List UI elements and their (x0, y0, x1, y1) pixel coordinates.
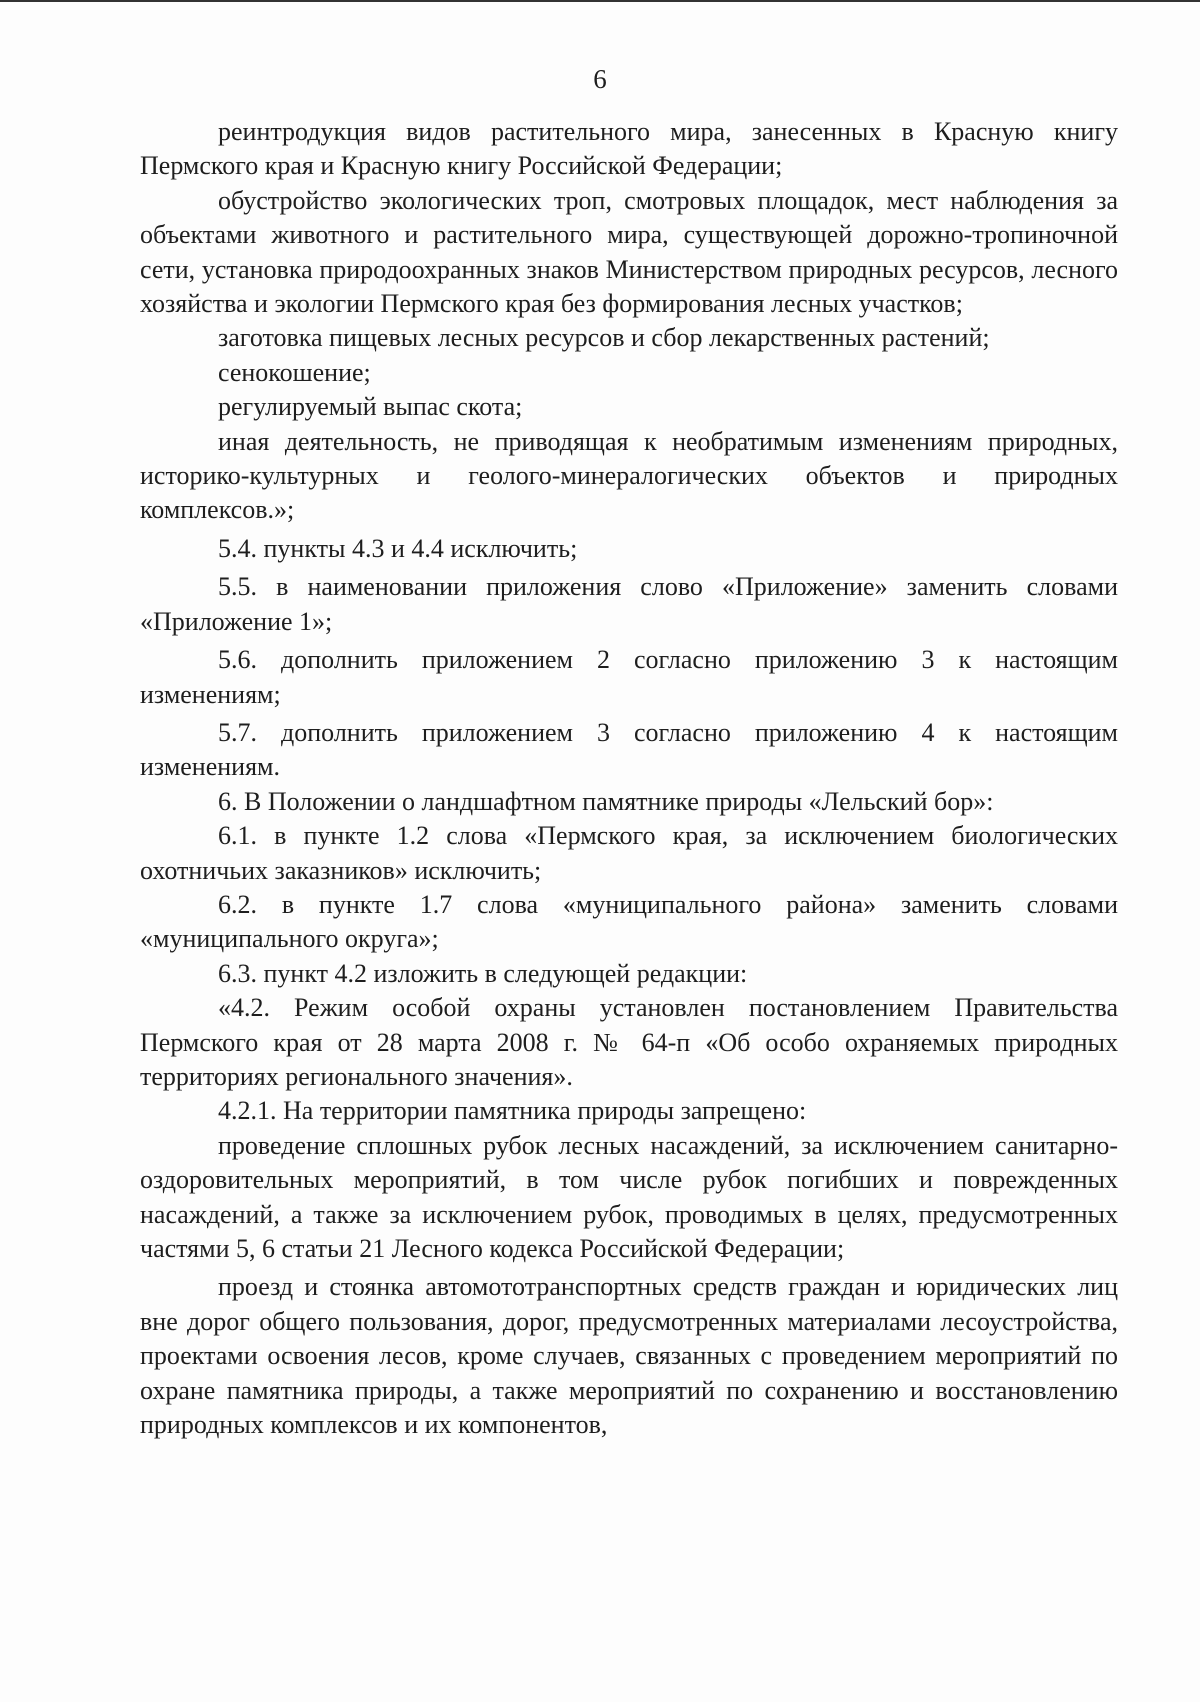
paragraph-eco-trails: обустройство экологических троп, смотровых площадок, мест наблюдения за объектами животного и растительного мира, существующей дорожно-тропиночной сети, установка природоохранных знаков Министерством природных ресурсов, лесного хозяйства и экологии Пермского края без формирования лесных участков; (140, 185, 1118, 319)
paragraph-item-5-6: 5.6. дополнить приложением 2 согласно приложению 3 к настоящим изменениям; (140, 645, 1118, 709)
paragraph-item-6-3: 6.3. пункт 4.2 изложить в следующей редакции: (218, 958, 748, 988)
paragraph-clear-cutting: проведение сплошных рубок лесных насаждений, за исключением санитарно-оздоровительных мероприятий, в том числе рубок погибших и поврежденных насаждений, а также за исключением рубок, проводимых в целях, предусмотренных частями 5, 6 статьи 21 Лесного кодекса Российской Федерации; (140, 1130, 1118, 1263)
paragraph-item-4-2: «4.2. Режим особой охраны установлен постановлением Правительства Пермского края от 28 марта 2008 г. № 64-п «Об особо охраняемых природных территориях регионального значения». (140, 993, 1118, 1091)
paragraph-item-5-5: 5.5. в наименовании приложения слово «Приложение» заменить словами «Приложение 1»; (140, 572, 1118, 636)
paragraph-item-6-1: 6.1. в пункте 1.2 слова «Пермского края, за исключением биологических охотничьих заказников» исключить; (140, 821, 1118, 885)
paragraph-item-4-2-1: 4.2.1. На территории памятника природы запрещено: (218, 1096, 807, 1126)
paragraph-item-6: 6. В Положении о ландшафтном памятнике природы «Лельский бор»: (218, 786, 994, 816)
paragraph-haymaking: сенокошение; (218, 357, 371, 387)
paragraph-item-5-7: 5.7. дополнить приложением 3 согласно приложению 4 к настоящим изменениям. (140, 717, 1118, 782)
paragraph-grazing: регулируемый выпас скота; (218, 392, 523, 422)
paragraph-item-6-2: 6.2. в пункте 1.7 слова «муниципального района» заменить словами «муниципального округа»; (140, 889, 1118, 954)
paragraph-item-5-4: 5.4. пункты 4.3 и 4.4 исключить; (218, 533, 578, 563)
document-body (140, 115, 1118, 1442)
paragraph-reintroduction: реинтродукция видов растительного мира, занесенных в Красную книгу Пермского края и Красную книгу Российской Федерации; (140, 117, 1118, 181)
paragraph-vehicles: проезд и стоянка автомототранспортных средств граждан и юридических лиц вне дорог общего пользования, дорог, предусмотренных материалами лесоустройства, проектами освоения лесов, кроме случаев, связанных с проведением мероприятий по охране памятника природы, а также мероприятий по сохранению и восстановлению природных комплексов и их компонентов, (140, 1272, 1118, 1440)
paragraph-food-resources: заготовка пищевых лесных ресурсов и сбор лекарственных растений; (218, 323, 990, 353)
page-number: 6 (593, 64, 607, 94)
paragraph-other-activity: иная деятельность, не приводящая к необратимым изменениям природных, историко-культурных и геолого-минералогических объектов и природных комплексов.»; (140, 426, 1118, 525)
